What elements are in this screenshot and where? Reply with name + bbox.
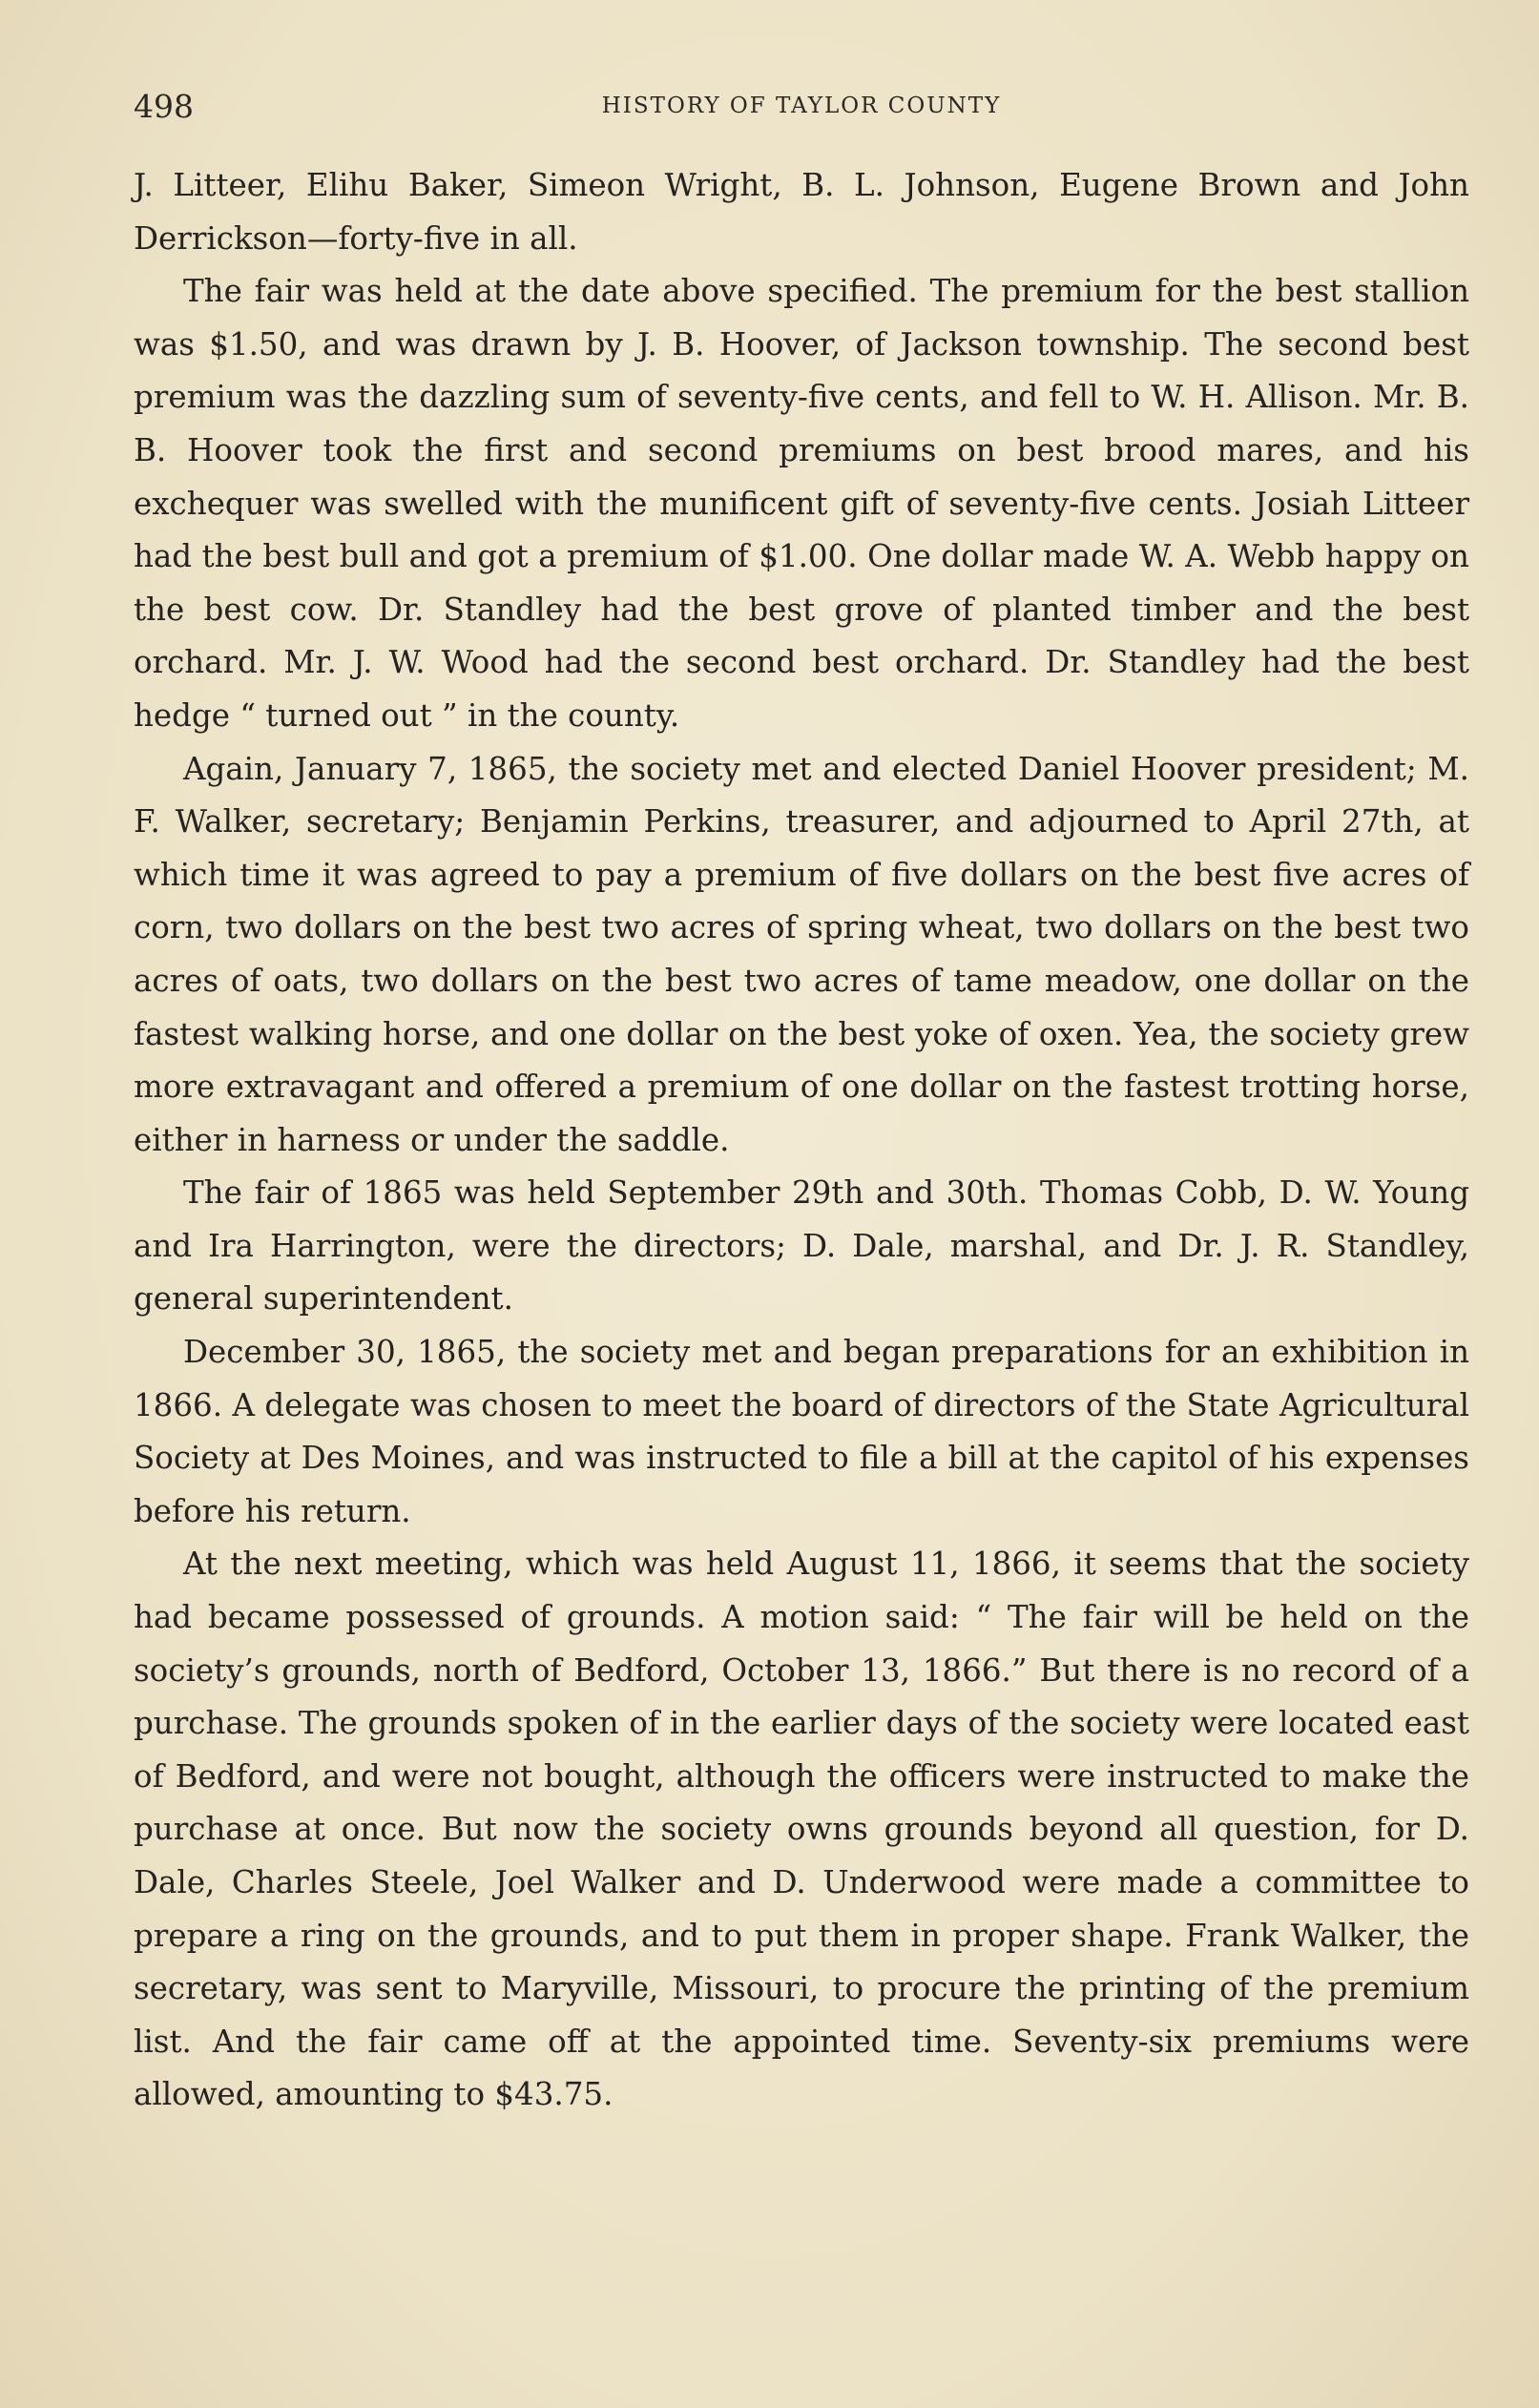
- paragraph-continuation: J. Litteer, Elihu Baker, Simeon Wright, B. L. Johnson, Eugene Brown and John Derrickson—forty-five in all.: [134, 167, 1469, 257]
- page-number: 498: [134, 88, 194, 125]
- paragraph-january-1865-meeting: Again, January 7, 1865, the society met and elected Daniel Hoover president; M. F. Walker, secretary; Benjamin Perkins, treasurer, and adjourned to April 27th, at which time it was agreed to pay a premium of five dollars on the best five acres of corn, two dollars on the best two acres of spring wheat, two dollars on the best two acres of oats, two dollars on the best two acres of tame meadow, one dollar on the fastest walking horse, and one dollar on the best yoke of oxen. Yea, the society grew more extravagant and offered a premium of one dollar on the fastest trotting horse, either in harness or under the saddle.: [134, 750, 1469, 1158]
- paragraph-fair-of-1865: The fair of 1865 was held September 29th and 30th. Thomas Cobb, D. W. Young and Ira Harrington, were the directors; D. Dale, marshal, and Dr. J. R. Standley, general superintendent.: [134, 1174, 1469, 1318]
- paragraph-august-1866-meeting: At the next meeting, which was held August 11, 1866, it seems that the society had became possessed of grounds. A motion said: “ The fair will be held on the society’s grounds, north of Bedford, October 13, 1866.” But there is no record of a purchase. The grounds spoken of in the earlier days of the society were located east of Bedford, and were not bought, although the officers were instructed to make the purchase at once. But now the society owns grounds beyond all question, for D. Dale, Charles Steele, Joel Walker and D. Underwood were made a committee to prepare a ring on the grounds, and to put them in proper shape. Frank Walker, the secretary, was sent to Maryville, Missouri, to procure the printing of the premium list. And the fair came off at the appointed time. Seventy-six premiums were allowed, amounting to $43.75.: [134, 1546, 1469, 2113]
- paragraph-december-1865-meeting: December 30, 1865, the society met and began preparations for an exhibition in 1866. A delegate was chosen to meet the board of directors of the State Agricultural Society at Des Moines, and was instructed to file a bill at the capitol of his expenses before his return.: [134, 1334, 1469, 1529]
- paragraph-fair-premiums: The fair was held at the date above specified. The premium for the best stallion was $1.50, and was drawn by J. B. Hoover, of Jackson township. The second best premium was the dazzling sum of seventy-five cents, and fell to W. H. Allison. Mr. B. B. Hoover took the first and second premiums on best brood mares, and his exchequer was swelled with the munificent gift of seventy-five cents. Josiah Litteer had the best bull and got a premium of $1.00. One dollar made W. A. Webb happy on the best cow. Dr. Standley had the best grove of planted timber and the best orchard. Mr. J. W. Wood had the second best orchard. Dr. Standley had the best hedge “ turned out ” in the county.: [134, 273, 1469, 734]
- page-header: [134, 88, 1469, 135]
- running-head: HISTORY OF TAYLOR COUNTY: [601, 93, 1002, 118]
- body-text: [134, 159, 1469, 2122]
